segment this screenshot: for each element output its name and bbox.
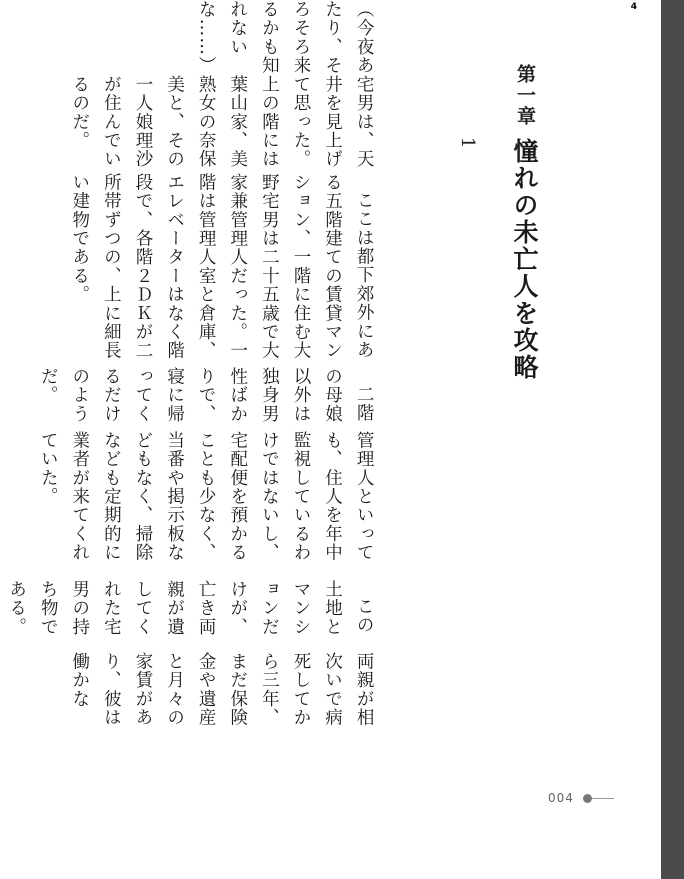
page-badge: 4 bbox=[630, 2, 637, 12]
chapter-label: 第一章 bbox=[514, 64, 536, 127]
paragraph-3: ここは都下郊外にある五階建ての賃貸マンション、一階に住む大野宅男は二十五歳で大家兼管理人だった。一階は管理人室と倉庫、エレベーターはなく階段で、各階２ＤＫが二所帯ずつの、上に細長い建物である。 bbox=[69, 173, 375, 361]
paragraph-4: 二階の母娘以外は独身男性ばかりで、寝に帰ってくるだけのようだ。 bbox=[38, 367, 375, 424]
chapter-title: 憧れの未亡人を攻略 bbox=[510, 138, 539, 381]
page-number: 004 bbox=[548, 791, 574, 805]
paragraph-6: この土地とマンションだけが、亡き両親が遺してくれた宅男の持ち物である。 bbox=[6, 579, 375, 636]
page-number-dot bbox=[583, 794, 592, 803]
paragraph-1: （今夜あたり、そろそろ来るかも知れないな……） bbox=[196, 0, 375, 75]
paragraph-2: 宅男は、天井を見上げて思った。上の階には葉山家、美熟女の奈保美と、その一人娘理沙が住んでいるのだ。 bbox=[69, 74, 375, 169]
viewer-scrollbar-track[interactable] bbox=[661, 0, 684, 879]
paragraph-5: 管理人といっても、住人を年中監視しているわけではないし、宅配便を預かることも少なく、当番や掲示板などもなく、掃除なども定期的に業者が来てくれていた。 bbox=[38, 431, 375, 563]
section-number: 1 bbox=[457, 137, 478, 149]
body-text bbox=[0, 0, 379, 730]
paragraph-7: 両親が相次いで病死してから三年、まだ保険金や遺産と月々の家賃があり、彼は働かな bbox=[69, 651, 375, 727]
